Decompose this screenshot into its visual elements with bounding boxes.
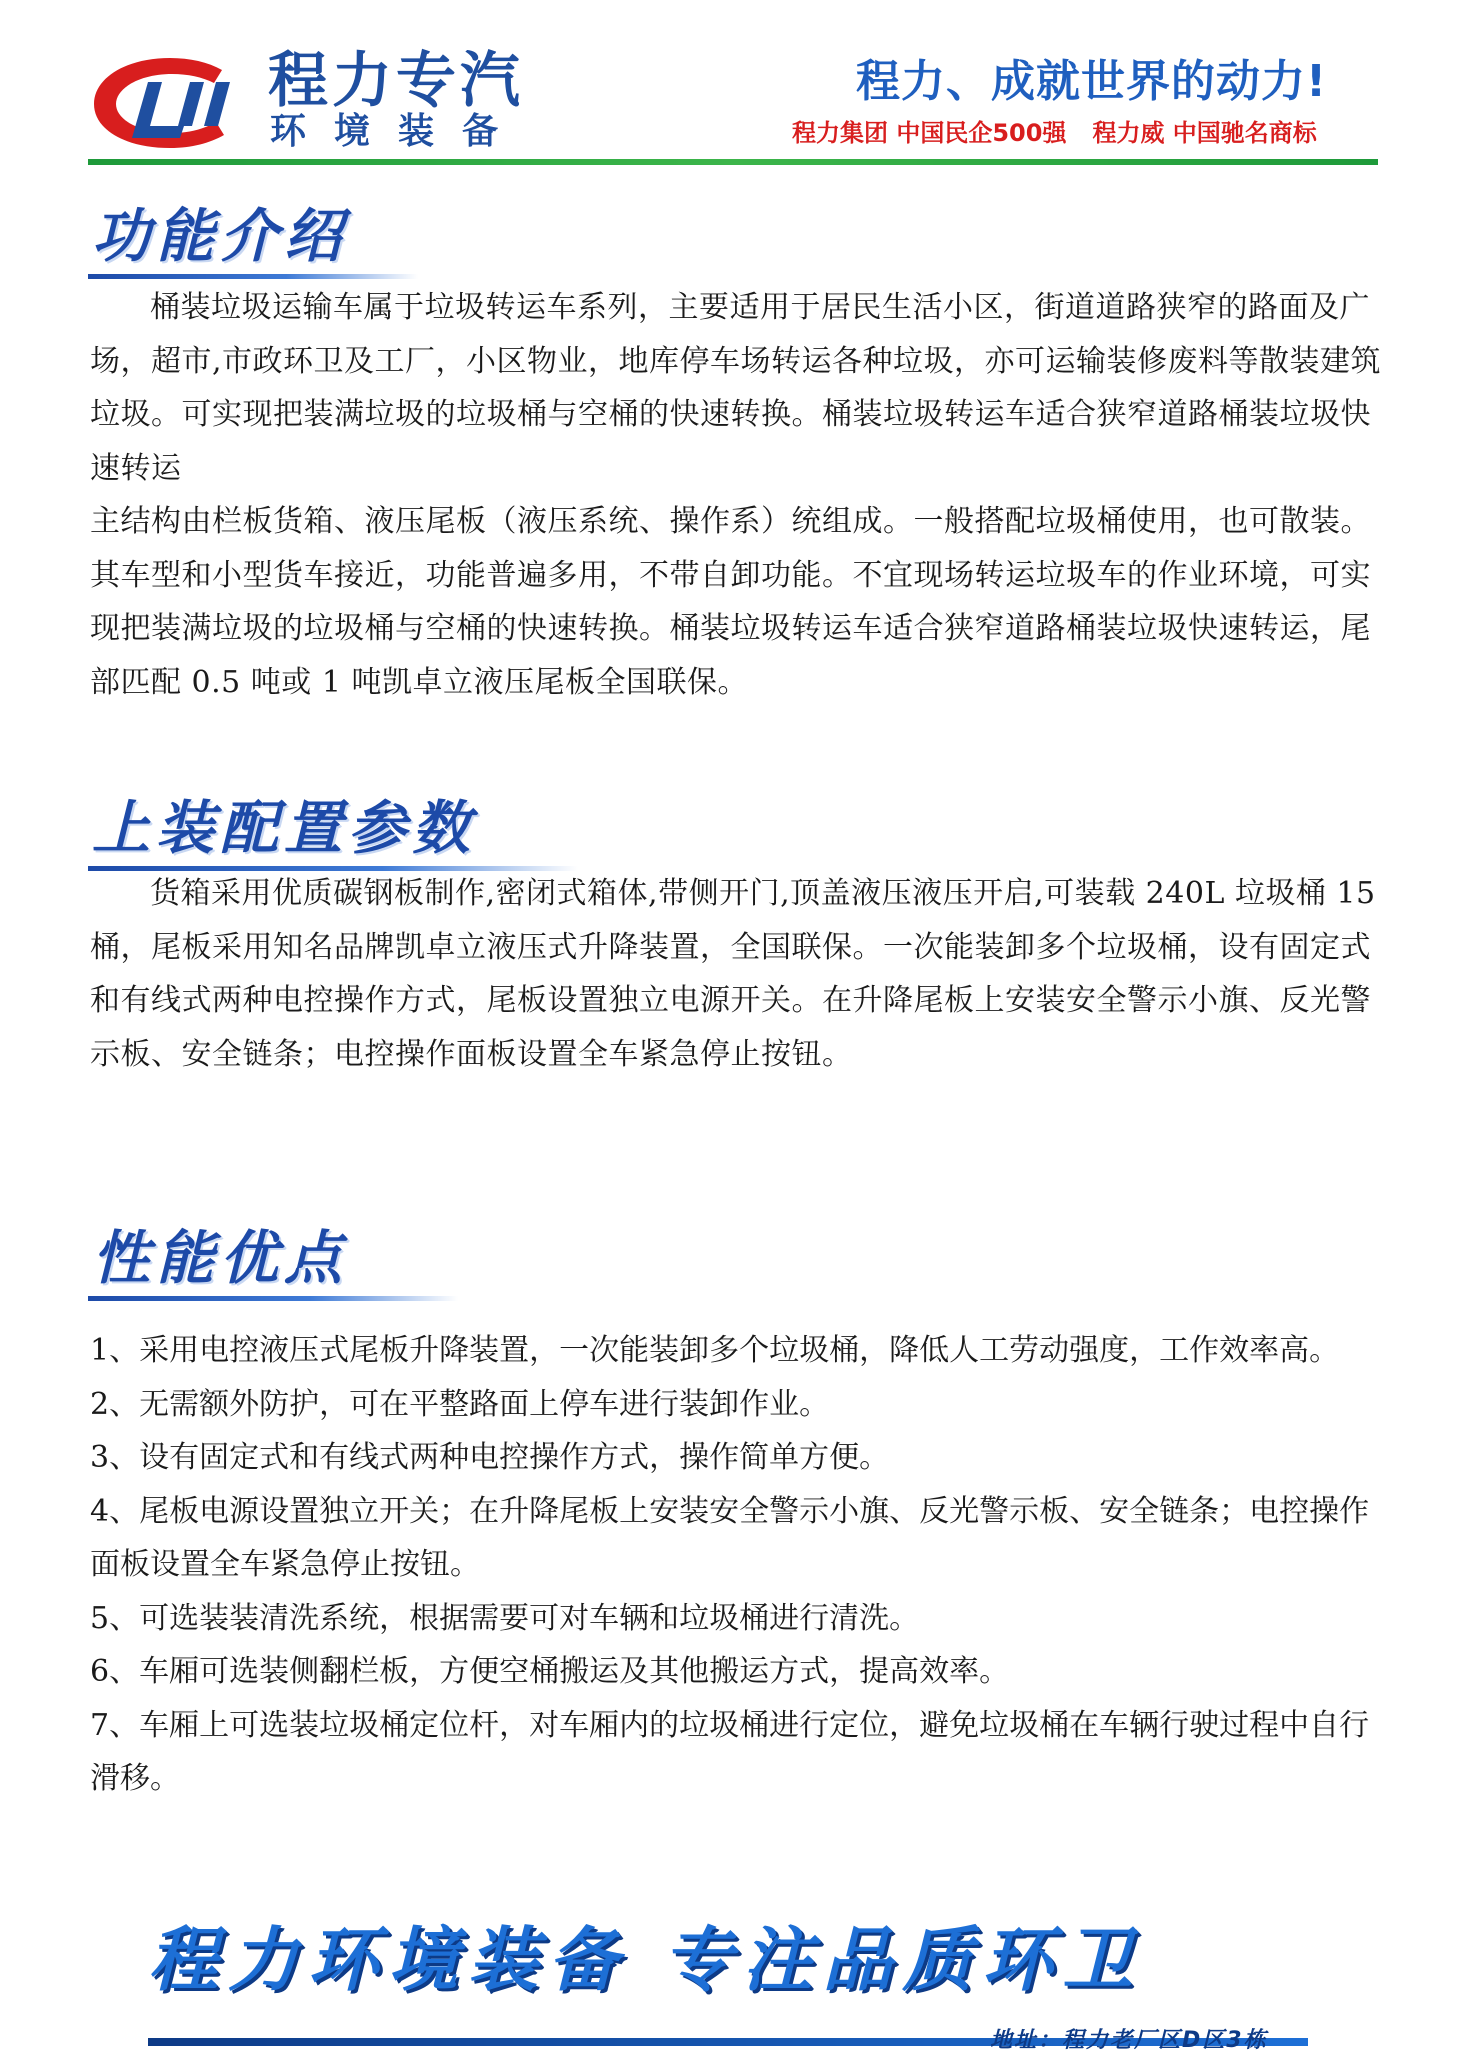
config-paragraph: 货箱采用优质碳钢板制作,密闭式箱体,带侧开门,顶盖液压液压开启,可装载 240L 垃圾桶 15 桶，尾板采用知名品牌凯卓立液压式升降装置，全国联保。一次能装卸多个垃圾桶，设有固定式和有线式两种电控操作方式，尾板设置独立电源开关。在升降尾板上安装安全警示小旗、反光警示板、安全链条；电控操作面板设置全车紧急停止按钮。 xyxy=(90,876,1376,1072)
brand-name: 程力专汽 xyxy=(268,46,524,116)
intro-paragraph: 主结构由栏板货箱、液压尾板（液压系统、操作系）统组成。一般搭配垃圾桶使用，也可散装。其车型和小型货车接近，功能普遍多用，不带自卸功能。不宜现场转运垃圾车的作业环境，可实现把装满垃圾的垃圾桶与空桶的快速转换。桶装垃圾转运车适合狭窄道路桶装垃圾快速转运，尾部匹配 0.5 吨或 1 吨凯卓立液压尾板全国联保。 xyxy=(90,504,1371,700)
honor-item: 程力集团 中国民企500强 xyxy=(792,119,1067,147)
page-header xyxy=(0,0,1458,175)
intro-paragraph: 桶装垃圾运输车属于垃圾转运车系列，主要适用于居民生活小区，街道道路狭窄的路面及广场，超市,市政环卫及工厂，小区物业，地库停车场转运各种垃圾，亦可运输装修废料等散装建筑垃圾。可实现把装满垃圾的垃圾桶与空桶的快速转换。桶装垃圾转运车适合狭窄道路桶装垃圾快速转运 xyxy=(90,290,1382,486)
advantages-list xyxy=(90,1324,1382,1806)
clw-logo-icon xyxy=(88,52,253,152)
list-item: 4、尾板电源设置独立开关；在升降尾板上安装安全警示小旗、反光警示板、安全链条；电控操作面板设置全车紧急停止按钮。 xyxy=(90,1493,1370,1582)
brand-subtitle: 环境装备 xyxy=(270,111,527,152)
section-title-intro xyxy=(88,200,428,292)
list-item: 1、采用电控液压式尾板升降装置，一次能装卸多个垃圾桶，降低人工劳动强度，工作效率高。 xyxy=(90,1333,1340,1368)
header-divider xyxy=(88,159,1378,165)
list-item: 6、车厢可选装侧翻栏板，方便空桶搬运及其他搬运方式，提高效率。 xyxy=(90,1654,1010,1689)
header-slogan: 程力、成就世界的动力! xyxy=(856,56,1328,107)
list-item: 5、可选装装清洗系统，根据需要可对车辆和垃圾桶进行清洗。 xyxy=(90,1600,920,1636)
header-honors xyxy=(792,118,1317,148)
footer-slogan: 程力环境装备 专注品质环卫 xyxy=(148,1919,1143,2001)
section-title-text: 功能介绍 xyxy=(92,202,349,270)
list-item: 3、设有固定式和有线式两种电控操作方式，操作简单方便。 xyxy=(90,1440,890,1475)
intro-text xyxy=(90,281,1382,709)
honor-item: 程力威 中国驰名商标 xyxy=(1092,119,1317,147)
config-text xyxy=(90,867,1382,1081)
footer-address: 地址：程力老厂区D区3栋 xyxy=(990,2028,1268,2053)
section-title-text: 上装配置参数 xyxy=(92,794,477,862)
list-item: 2、无需额外防护，可在平整路面上停车进行装卸作业。 xyxy=(90,1386,830,1422)
section-title-advantages xyxy=(88,1222,468,1314)
list-item: 7、车厢上可选装垃圾桶定位杆，对车厢内的垃圾桶进行定位，避免垃圾桶在车辆行驶过程中自行滑移。 xyxy=(90,1707,1370,1796)
section-title-underline xyxy=(88,1296,458,1301)
section-title-underline xyxy=(88,274,418,279)
section-title-text: 性能优点 xyxy=(92,1224,349,1292)
